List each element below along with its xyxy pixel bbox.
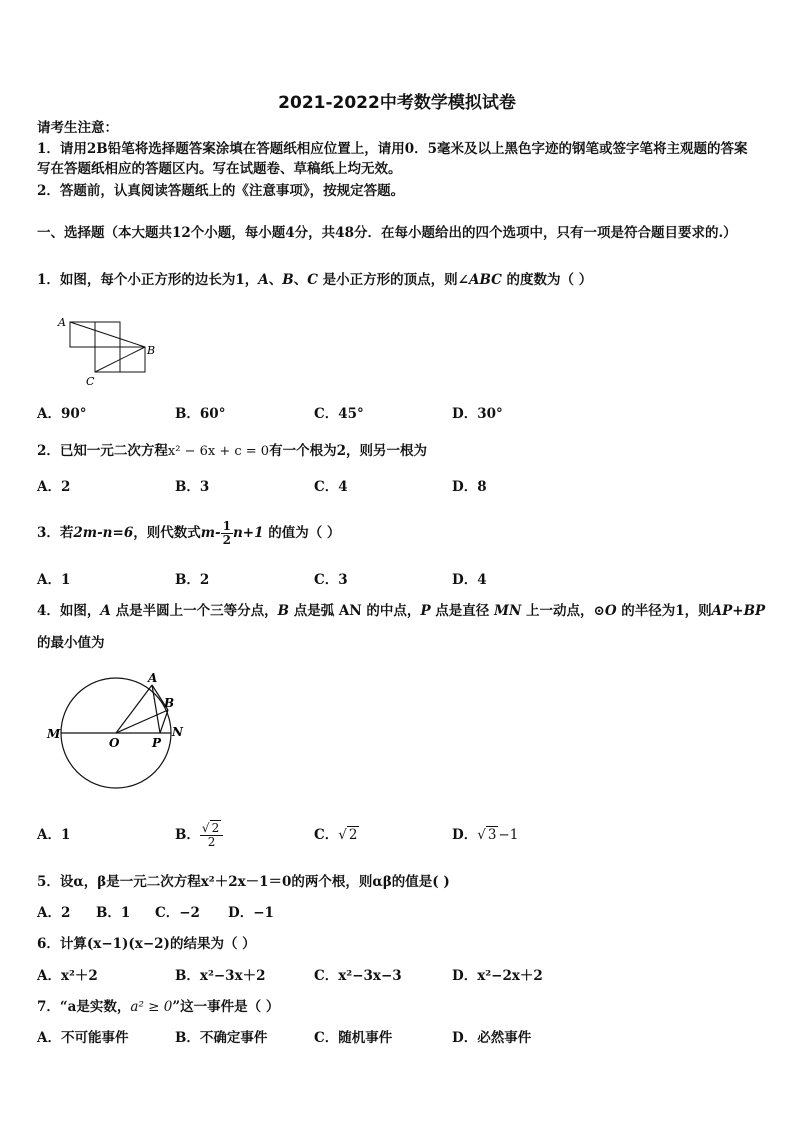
q7-option-b[interactable]: B．不确定事件 — [175, 1030, 268, 1046]
q7-option-c[interactable]: C．随机事件 — [314, 1030, 393, 1046]
question-2-stem: 2．已知一元二次方程x² − 6x + c = 0有一个根为2，则另一根为 — [37, 443, 427, 459]
fig4-label-p: P — [152, 736, 162, 750]
q7-option-d[interactable]: D．必然事件 — [452, 1030, 532, 1046]
q5-option-b[interactable]: B．1 — [96, 905, 131, 921]
q3-option-a[interactable]: A．1 — [37, 572, 71, 588]
question-3-stem: 3．若2m-n=6，则代数式m- $\frac{1}{2}$ n+1 的值为（ ） — [37, 519, 341, 547]
question-1-stem: 1．如图，每个小正方形的边长为1，A、B、C 是小正方形的顶点，则∠ABC 的度数为（ ） — [37, 272, 593, 288]
q3-option-b[interactable]: B．2 — [175, 572, 210, 588]
q3-fraction: $\frac{1}{2}$ — [222, 519, 231, 547]
fig4-label-a: A — [148, 671, 158, 685]
question-4-figure — [44, 668, 194, 798]
question-6-stem: 6．计算(x−1)(x−2)的结果为（ ） — [37, 936, 256, 952]
question-4-stem: 4．如图，A 点是半圆上一个三等分点，B 点是弧 AN 的中点，P 点是直径 MN 上一动点，⊙O 的半径为1，则AP+BP — [37, 603, 766, 619]
q6-option-d[interactable]: D．x²−2x＋2 — [452, 968, 543, 984]
q7-option-a[interactable]: A．不可能事件 — [37, 1030, 129, 1046]
question-4-stem-cont: 的最小值为 — [37, 635, 105, 651]
q4-option-a[interactable]: A．1 — [37, 827, 71, 843]
fig4-label-b: B — [164, 696, 175, 710]
fig4-label-o: O — [109, 736, 120, 750]
q1-option-a[interactable]: A．90° — [37, 406, 87, 422]
notice-heading: 请考生注意： — [37, 120, 118, 136]
notice-line-2: 2．答题前，认真阅读答题纸上的《注意事项》，按规定答题。 — [37, 183, 405, 199]
question-1-figure — [55, 312, 165, 390]
exam-title: 2021-2022中考数学模拟试卷 — [278, 93, 516, 113]
q2-option-a[interactable]: A．2 — [37, 479, 71, 495]
q6-option-a[interactable]: A．x²＋2 — [37, 968, 98, 984]
q5-option-a[interactable]: A．2 — [37, 905, 71, 921]
q4-option-d[interactable]: D．√ 3 −1 — [452, 827, 519, 843]
q2-option-c[interactable]: C．4 — [314, 479, 348, 495]
section-heading: 一、选择题（本大题共12个小题，每小题4分，共48分．在每小题给出的四个选项中，只有一项是符合题目要求的.） — [37, 225, 737, 241]
q4-option-b[interactable]: B． $\frac{√ 2}{2}$ — [175, 815, 223, 855]
notice-line-1: 1．请用2B铅笔将选择题答案涂填在答题纸相应位置上，请用0．5毫米及以上黑色字迹的钢笔或签字笔将主观题的答案写在答题纸相应的答题区内。写在试题卷、草稿纸上均无效。 — [37, 141, 748, 177]
fig1-label-a: A — [58, 316, 66, 329]
q1-option-c[interactable]: C．45° — [314, 406, 364, 422]
q1-option-d[interactable]: D．30° — [452, 406, 503, 422]
q5-option-d[interactable]: D．−1 — [228, 905, 274, 921]
q1-option-b[interactable]: B．60° — [175, 406, 226, 422]
q2-option-b[interactable]: B．3 — [175, 479, 210, 495]
q6-option-c[interactable]: C．x²−3x−3 — [314, 968, 402, 984]
q5-option-c[interactable]: C．−2 — [155, 905, 200, 921]
fig4-label-m: M — [47, 727, 61, 741]
fig1-label-b: B — [147, 344, 156, 357]
question-7-stem: 7．“a是实数，a² ≥ 0”这一事件是（ ） — [37, 999, 280, 1015]
fig4-label-n: N — [172, 725, 183, 739]
q2-option-d[interactable]: D．8 — [452, 479, 487, 495]
q6-option-b[interactable]: B．x²−3x＋2 — [175, 968, 266, 984]
q3-option-c[interactable]: C．3 — [314, 572, 348, 588]
question-5-stem: 5．设α，β是一元二次方程x²＋2x－1＝0的两个根，则αβ的值是( ) — [37, 874, 450, 890]
fig1-label-c: C — [86, 375, 95, 388]
q4-option-c[interactable]: C．√ 2 — [314, 827, 358, 843]
q3-option-d[interactable]: D．4 — [452, 572, 487, 588]
